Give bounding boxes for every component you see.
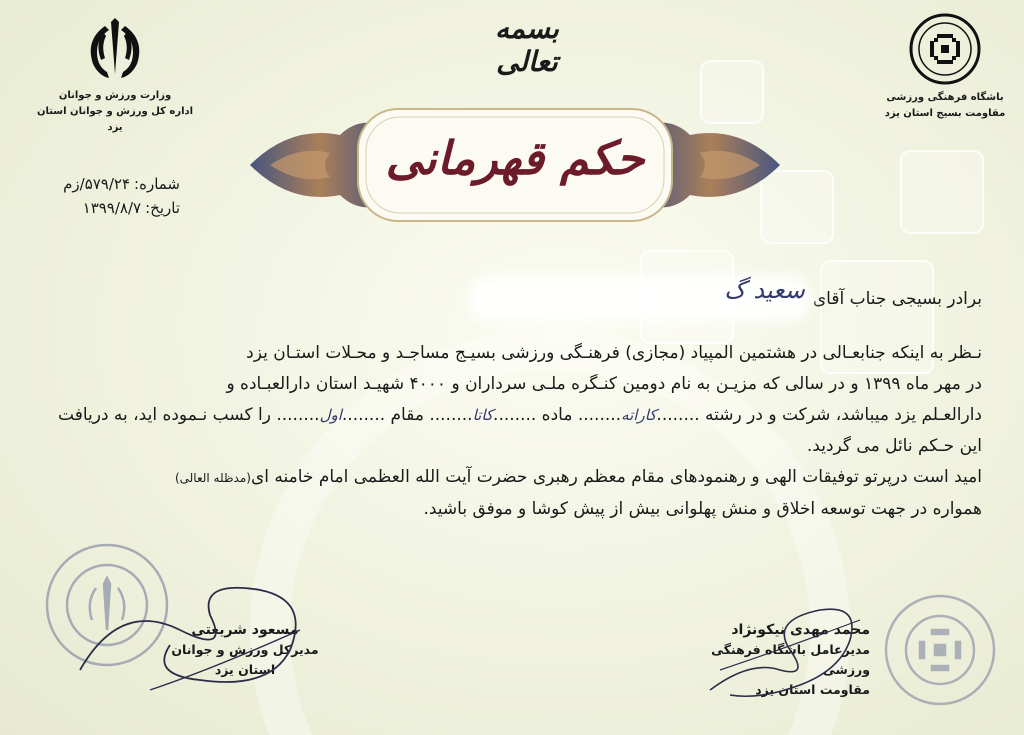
department-name: اداره کل ورزش و جوانان استان یزد — [36, 106, 194, 133]
body-line: نـظر به اینکه جنابعـالی در هشتمین المپیاد (مجازی) فرهنـگی ورزشی بسیـج مساجـد و محـلات استـان یزد — [246, 343, 982, 363]
date-value: ۱۳۹۹/۸/۷ — [82, 199, 142, 217]
right-signer-region: مقاومت استان یزد — [755, 682, 870, 697]
reference-number-row — [40, 172, 180, 196]
club-logo-block — [880, 12, 1010, 122]
event-field: کاتا — [472, 406, 494, 424]
body-line: در مهر ماه ۱۳۹۹ و در سالی که مزیـن به نام دومین کنـگره ملـی سرداران و ۴۰۰۰ شهیـد استان دارالعبـاده و — [226, 374, 982, 394]
iran-emblem-icon — [75, 12, 155, 84]
body-line-fields — [32, 400, 982, 431]
ministry-name: وزارت ورزش و جوانان — [58, 90, 172, 101]
club-seal-icon — [908, 12, 982, 86]
body-line — [32, 462, 982, 494]
number-value: ۵۷۹/۲۴/زم — [63, 175, 131, 193]
right-signer-title: مدیرعامل باشگاه فرهنگی ورزشی — [711, 642, 870, 677]
left-signer-title: مدیرکل ورزش و جوانان — [171, 642, 319, 657]
recipient-name-field — [475, 276, 805, 316]
honorific: (مدظله العالی) — [174, 471, 251, 485]
body-text: دارالعـلم یزد میباشد، شرکت و در رشته ........ — [656, 405, 982, 425]
body-text: امید است درپرتو توفیقات الهی و رهنمودهای مقام معظم رهبری حضرت آیت الله العظمی امام خامنه ای — [250, 467, 982, 487]
recipient-name: سعید گ — [724, 276, 805, 304]
ministry-logo-block — [30, 12, 200, 136]
left-signature-mark — [60, 560, 350, 710]
club-region: مقاومت بسیج استان یزد — [884, 108, 1006, 119]
body-line: این حـکم نائل می گردید. — [806, 436, 982, 456]
body-text: ........ مقام ........ — [341, 405, 473, 425]
salutation: برادر بسیجی جناب آقای — [812, 289, 982, 309]
body-text: ........ را کسب نـموده اید، به دریافت — [58, 405, 320, 425]
body-line: همواره در جهت توسعه اخلاق و منش پهلوانی بیش از پیش کوشا و موفق باشید. — [423, 499, 982, 519]
club-name: باشگاه فرهنگی ورزشی — [886, 92, 1004, 103]
right-signer-name: محمد مهدی نیکونژاد — [731, 622, 870, 638]
background-square — [900, 150, 984, 234]
rank-field: اول — [319, 406, 342, 424]
right-stamp — [880, 590, 1000, 710]
reference-date-row — [40, 196, 180, 220]
left-signer-name: مسعود شریعتی — [191, 622, 299, 638]
reference-block — [40, 172, 180, 220]
date-label: تاریخ: — [145, 199, 180, 217]
right-signature-mark — [690, 590, 880, 710]
certificate-title: حکم قهرمانی — [385, 131, 645, 185]
left-signer-region: استان یزد — [214, 662, 276, 677]
basmala-heading: بسمه تعالی — [495, 12, 559, 78]
sport-field: کاراته — [621, 406, 657, 424]
certificate-body — [32, 338, 982, 525]
recipient-row — [282, 276, 982, 316]
body-text: ........ ماده ........ — [493, 405, 622, 425]
number-label: شماره: — [134, 175, 180, 193]
